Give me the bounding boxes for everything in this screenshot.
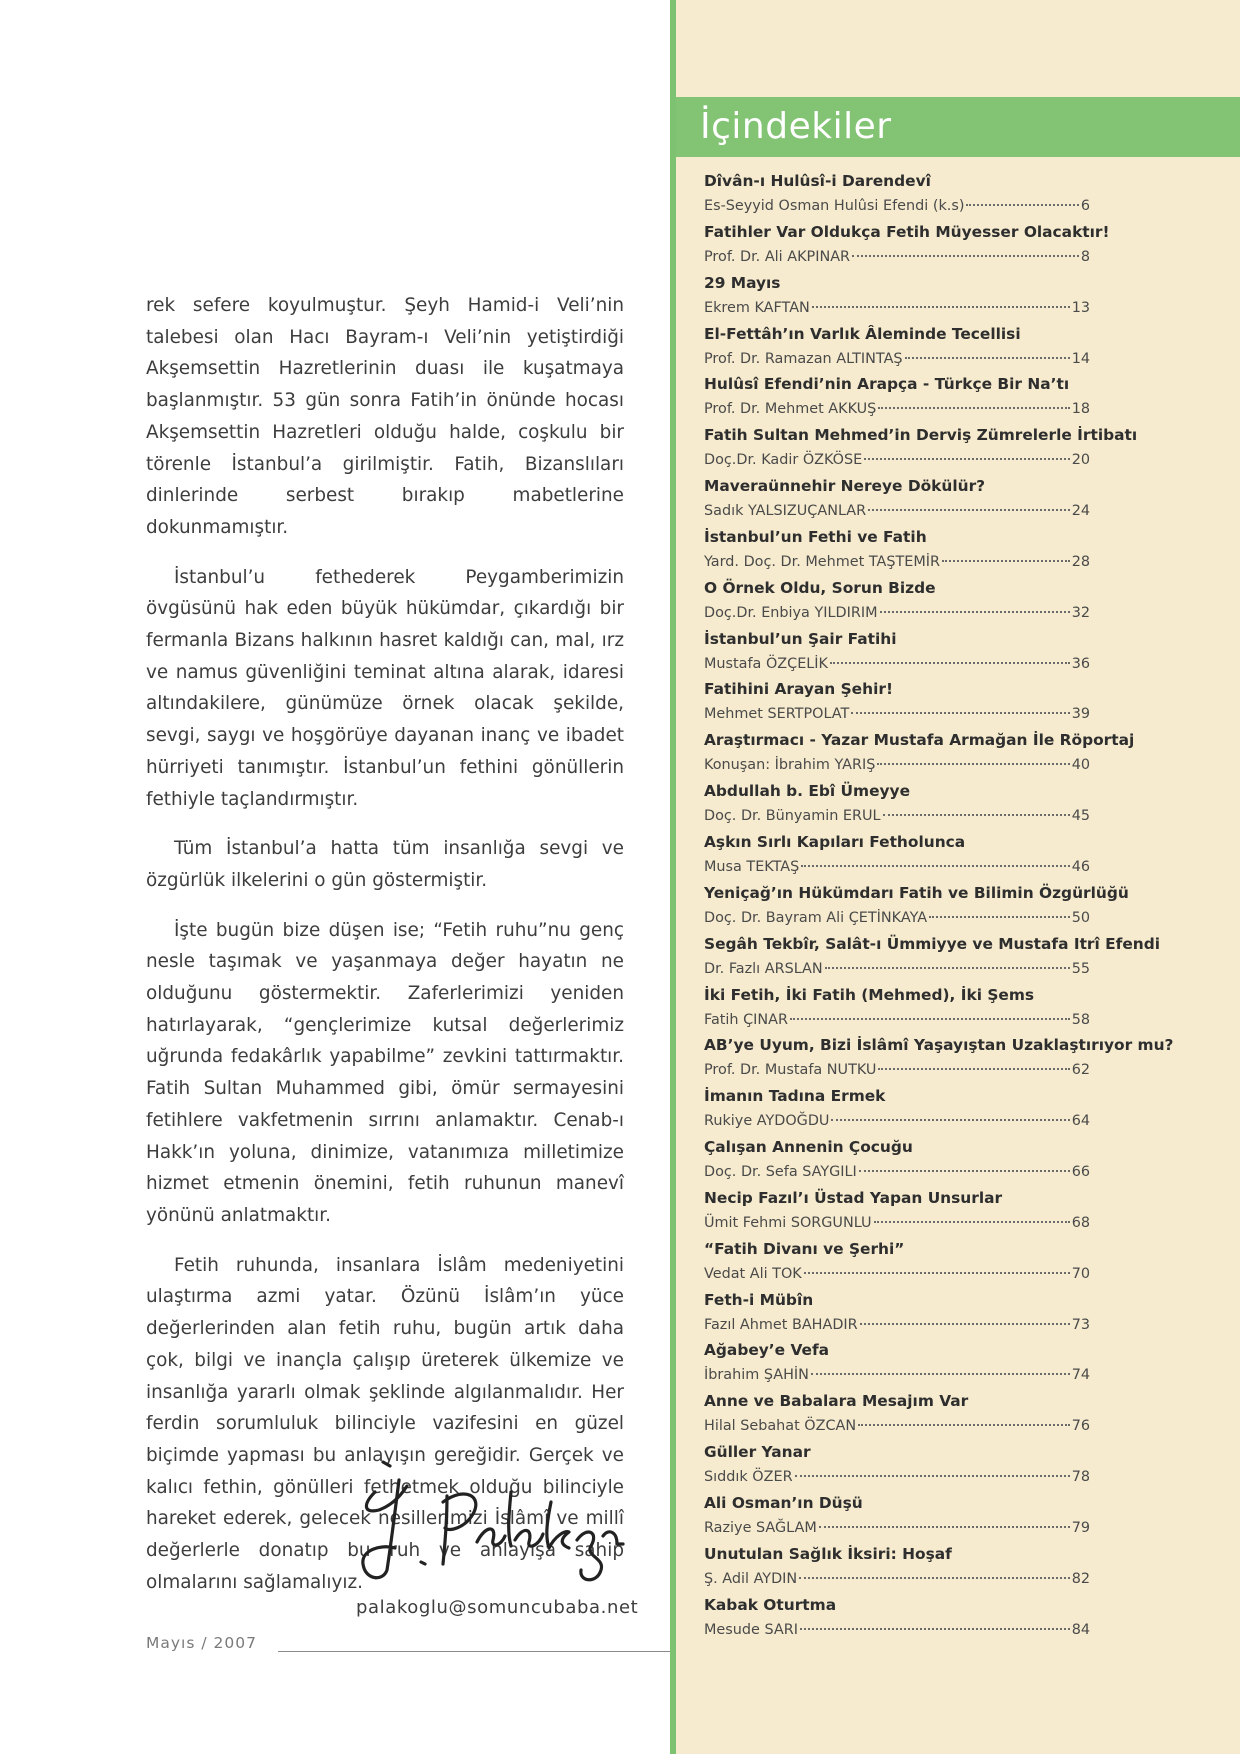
toc-item-title: Fatihler Var Oldukça Fetih Müyesser Olacaktır! xyxy=(704,222,1110,241)
toc-item-line xyxy=(704,752,1090,778)
toc-item-page: 79 xyxy=(1071,1519,1090,1536)
toc-item-title: Ağabey’e Vefa xyxy=(704,1341,830,1360)
toc-item-title: Fatih Sultan Mehmed’in Derviş Zümrelerle İrtibatı xyxy=(704,426,1138,445)
toc-item xyxy=(704,1084,1090,1135)
toc-item-title: Çalışan Annenin Çocuğu xyxy=(704,1138,913,1157)
toc-item-page: 18 xyxy=(1071,401,1090,418)
toc-item-author: Raziye SAĞLAM xyxy=(704,1519,817,1536)
toc-item-title: AB’ye Uyum, Bizi İslâmî Yaşayıştan Uzaklaştırıyor mu? xyxy=(704,1036,1174,1055)
toc-item xyxy=(704,627,1090,678)
toc-dot-leader xyxy=(819,1526,1070,1528)
toc-item xyxy=(704,881,1129,932)
toc-item-line xyxy=(704,244,1090,270)
toc-item-line xyxy=(704,854,1090,880)
toc-item-page: 46 xyxy=(1071,858,1090,875)
toc-item-page: 76 xyxy=(1071,1418,1090,1435)
toc-item xyxy=(704,932,1161,983)
toc-item-author: Konuşan: İbrahim YARIŞ xyxy=(704,757,876,774)
toc-dot-leader xyxy=(874,1221,1070,1223)
toc-item-page: 28 xyxy=(1071,553,1090,570)
toc-item-line xyxy=(704,1057,1090,1083)
toc-item xyxy=(704,779,1090,830)
toc-item xyxy=(704,372,1090,423)
toc-item-page: 73 xyxy=(1071,1316,1090,1333)
toc-item-title: “Fatih Divanı ve Şerhi” xyxy=(704,1239,905,1258)
toc-item-page: 40 xyxy=(1071,757,1090,774)
toc-item-author: Doç. Dr. Sefa SAYGILI xyxy=(704,1164,857,1181)
article-paragraph: İstanbul’u fethederek Peygamberimizin övgüsünü hak eden büyük hükümdar, çıkardığı bir fermanla Bizans halkının hasret kaldığı can, mal, ırz ve namus güvenliğini teminat altına alarak, idaresi altındakilere, günümüze örnek olacak şekilde, sevgi, saygı ve hoşgörüye dayanan inanç ve ibadet hürriyeti tanımıştır. İstanbul’un fethini gönüllerin fethiyle taçlandırmıştır. xyxy=(146,566,624,810)
toc-item xyxy=(704,1542,1090,1593)
toc-item-page: 84 xyxy=(1071,1621,1090,1638)
toc-dot-leader xyxy=(800,1628,1070,1630)
toc-item-line xyxy=(704,1413,1090,1439)
toc-dot-leader xyxy=(878,1068,1069,1070)
toc-item-line xyxy=(704,1210,1090,1236)
toc-item-line xyxy=(704,346,1090,372)
toc-item-line xyxy=(704,498,1090,524)
toc-item xyxy=(704,728,1135,779)
toc-item-page: 39 xyxy=(1071,706,1090,723)
toc-item-title: Hulûsî Efendi’nin Arapça - Türkçe Bir Na’tı xyxy=(704,375,1070,394)
toc-panel-border xyxy=(670,0,676,1754)
toc-item xyxy=(704,1135,1090,1186)
toc-item-line xyxy=(704,1108,1090,1134)
toc-item-line xyxy=(704,193,1090,219)
toc-item-author: Mehmet SERTPOLAT xyxy=(704,706,850,723)
toc-item-title: Dîvân-ı Hulûsî-i Darendevî xyxy=(704,172,931,190)
toc-dot-leader xyxy=(860,1323,1070,1325)
toc-item-line xyxy=(704,701,1090,727)
toc-dot-leader xyxy=(868,509,1070,511)
toc-item xyxy=(704,474,1090,525)
toc-dot-leader xyxy=(811,1373,1070,1375)
toc-item xyxy=(704,322,1090,373)
toc-item xyxy=(704,1237,1090,1288)
toc-item-author: Ekrem KAFTAN xyxy=(704,299,810,316)
toc-item-author: Doç.Dr. Kadir ÖZKÖSE xyxy=(704,452,863,469)
toc-item-line xyxy=(704,447,1090,473)
toc-dot-leader xyxy=(878,407,1069,409)
toc-item-page: 50 xyxy=(1071,909,1090,926)
toc-dot-leader xyxy=(852,255,1079,257)
toc-item-title: O Örnek Oldu, Sorun Bizde xyxy=(704,578,936,597)
toc-item-title: Güller Yanar xyxy=(704,1443,811,1462)
toc-dot-leader xyxy=(804,1272,1070,1274)
toc-item-line xyxy=(704,600,1090,626)
toc-dot-leader xyxy=(858,1424,1070,1426)
toc-item-author: Doç. Dr. Bünyamin ERUL xyxy=(704,808,881,825)
toc-item-page: 62 xyxy=(1071,1062,1090,1079)
toc-dot-leader xyxy=(877,763,1069,765)
toc-dot-leader xyxy=(929,916,1070,918)
toc-item-page: 64 xyxy=(1071,1113,1090,1130)
toc-item-author: Fatih ÇINAR xyxy=(704,1011,789,1028)
toc-item-page: 14 xyxy=(1071,350,1090,367)
toc-item xyxy=(704,576,1090,627)
toc-item-page: 32 xyxy=(1071,604,1090,621)
toc-item-line xyxy=(704,1312,1090,1338)
toc-item-author: Mustafa ÖZÇELİK xyxy=(704,655,828,672)
toc-item-line xyxy=(704,1362,1090,1388)
toc-item-author: Sıddık ÖZER xyxy=(704,1469,793,1486)
toc-item-author: Doç. Dr. Bayram Ali ÇETİNKAYA xyxy=(704,909,928,926)
toc-item-page: 58 xyxy=(1071,1011,1090,1028)
toc-item-title: Kabak Oturtma xyxy=(704,1595,837,1614)
toc-item-author: Prof. Dr. Ali AKPINAR xyxy=(704,248,851,265)
toc-item xyxy=(704,525,1090,576)
toc-item-line xyxy=(704,549,1090,575)
toc-item-author: Musa TEKTAŞ xyxy=(704,858,800,875)
toc-item xyxy=(704,830,1090,881)
toc-item-page: 6 xyxy=(1080,198,1090,214)
toc-dot-leader xyxy=(812,306,1070,308)
toc-item-title: Abdullah b. Ebî Ümeyye xyxy=(704,782,911,801)
toc-dot-leader xyxy=(795,1475,1070,1477)
toc-dot-leader xyxy=(942,560,1070,562)
issue-date: Mayıs / 2007 xyxy=(146,1634,257,1652)
toc-item-title: El-Fettâh’ın Varlık Âleminde Tecellisi xyxy=(704,324,1021,343)
article-body xyxy=(146,290,624,1616)
toc-item-title: İstanbul’un Şair Fatihi xyxy=(704,629,897,648)
toc-item-title: Aşkın Sırlı Kapıları Fetholunca xyxy=(704,832,966,851)
toc-item xyxy=(704,1593,1090,1644)
toc-item-author: Yard. Doç. Dr. Mehmet TAŞTEMİR xyxy=(704,553,941,570)
toc-item-title: İmanın Tadına Ermek xyxy=(704,1087,886,1106)
toc-item xyxy=(704,220,1110,271)
toc-dot-leader xyxy=(883,814,1070,816)
toc-item-title: Araştırmacı - Yazar Mustafa Armağan İle Röportaj xyxy=(704,731,1135,750)
toc-item-author: Doç.Dr. Enbiya YILDIRIM xyxy=(704,604,878,621)
toc-item-page: 20 xyxy=(1071,452,1090,469)
toc-item-author: Fazıl Ahmet BAHADIR xyxy=(704,1316,858,1333)
toc-dot-leader xyxy=(790,1018,1070,1020)
toc-item xyxy=(704,983,1090,1034)
toc-item-page: 78 xyxy=(1071,1469,1090,1486)
toc-dot-leader xyxy=(864,458,1069,460)
toc-item-title: Feth-i Mübîn xyxy=(704,1290,814,1309)
toc-item-line xyxy=(704,956,1090,982)
toc-item xyxy=(704,1338,1090,1389)
article-paragraph: rek sefere koyulmuştur. Şeyh Hamid-i Veli’nin talebesi olan Hacı Bayram-ı Veli’nin yetiştirdiği Akşemsettin Hazretlerinin duası ile kuşatmaya başlanmıştır. 53 gün sonra Fatih’in önünde hocası Akşemsettin Hazretleri olduğu halde, coşkulu bir törenle İstanbul’a girilmiştir. Fatih, Bizanslıları dinlerinde serbest bırakıp mabetlerine dokunmamıştır. xyxy=(146,295,624,538)
toc-item-page: 13 xyxy=(1071,299,1090,316)
toc-item-author: Ş. Adil AYDIN xyxy=(704,1570,798,1587)
toc-item-line xyxy=(704,1261,1090,1287)
toc-dot-leader xyxy=(905,357,1070,359)
toc-item-title: 29 Mayıs xyxy=(704,273,781,292)
toc-item-line xyxy=(704,396,1090,422)
toc-item-page: 45 xyxy=(1071,808,1090,825)
toc-item-author: Prof. Dr. Mustafa NUTKU xyxy=(704,1062,877,1079)
toc-item xyxy=(704,1033,1174,1084)
footer-divider xyxy=(278,1651,672,1652)
toc-list xyxy=(704,169,1174,1643)
toc-item xyxy=(704,1288,1090,1339)
signature xyxy=(355,1452,625,1592)
toc-item-title: İstanbul’un Fethi ve Fatih xyxy=(704,527,927,546)
toc-item-line xyxy=(704,1007,1090,1033)
toc-dot-leader xyxy=(966,204,1078,206)
toc-item-author: Ümit Fehmi SORGUNLU xyxy=(704,1214,872,1231)
toc-item xyxy=(704,423,1138,474)
toc-item-line xyxy=(704,1617,1090,1643)
toc-dot-leader xyxy=(799,1577,1070,1579)
toc-item-author: İbrahim ŞAHİN xyxy=(704,1367,809,1384)
toc-item-line xyxy=(704,1515,1090,1541)
toc-item xyxy=(704,1440,1090,1491)
toc-item-line xyxy=(704,905,1090,931)
toc-item-page: 8 xyxy=(1080,248,1090,265)
toc-item-line xyxy=(704,803,1090,829)
toc-dot-leader xyxy=(825,967,1070,969)
toc-item xyxy=(704,169,1090,220)
toc-item-title: Necip Fazıl’ı Üstad Yapan Unsurlar xyxy=(704,1188,1003,1207)
toc-item-author: Prof. Dr. Ramazan ALTINTAŞ xyxy=(704,350,903,367)
toc-item xyxy=(704,677,1090,728)
toc-item xyxy=(704,1389,1090,1440)
article-paragraph: İşte bugün bize düşen ise; “Fetih ruhu”nu genç nesle taşımak ve yaşanmaya değer hayatın ne olduğunu göstermektir. Zaferlerimizi yeniden hatırlayarak, “gençlerimize kutsal değerlerimiz uğrunda fedakârlık yapabilme” zevkini tattırmaktır. Fatih Sultan Muhammed gibi, ömür sermayesini fetihlere vakfetmenin sırrını anlamaktır. Cenab-ı Hakk’ın yoluna, dinimize, vatanımıza milletimize hizmet etmenin önemini, fetih ruhunun manevî yönünü anlatmaktır. xyxy=(146,919,624,1226)
toc-item-title: Fatihini Arayan Şehir! xyxy=(704,680,893,699)
toc-item-author: Mesude SARI xyxy=(704,1621,798,1638)
toc-dot-leader xyxy=(880,611,1070,613)
toc-title: İçindekiler xyxy=(700,106,892,147)
toc-item-title: Anne ve Babalara Mesajım Var xyxy=(704,1392,969,1411)
toc-dot-leader xyxy=(851,712,1069,714)
toc-item-line xyxy=(704,295,1090,321)
toc-item-page: 70 xyxy=(1071,1265,1090,1282)
toc-dot-leader xyxy=(859,1170,1070,1172)
toc-item-author: Rukiye AYDOĞDU xyxy=(704,1113,830,1130)
toc-item-author: Vedat Ali TOK xyxy=(704,1265,802,1282)
toc-item-title: Segâh Tekbîr, Salât-ı Ümmiyye ve Mustafa Itrî Efendi xyxy=(704,934,1161,953)
toc-item-line xyxy=(704,1566,1090,1592)
toc-item-author: Prof. Dr. Mehmet AKKUŞ xyxy=(704,401,877,418)
toc-item-title: Yeniçağ’ın Hükümdarı Fatih ve Bilimin Özgürlüğü xyxy=(704,883,1129,902)
toc-item-title: Ali Osman’ın Düşü xyxy=(704,1493,863,1512)
toc-dot-leader xyxy=(831,1119,1069,1121)
toc-dot-leader xyxy=(830,662,1070,664)
toc-item-line xyxy=(704,1464,1090,1490)
toc-item-page: 24 xyxy=(1071,503,1090,520)
toc-item-author: Sadık YALSIZUÇANLAR xyxy=(704,503,867,520)
author-email: palakoglu@somuncubaba.net xyxy=(356,1597,639,1618)
toc-item-page: 66 xyxy=(1071,1164,1090,1181)
toc-item-line xyxy=(704,1159,1090,1185)
toc-item-title: Maveraünnehir Nereye Dökülür? xyxy=(704,477,986,496)
toc-item-author: Es-Seyyid Osman Hulûsi Efendi (k.s) xyxy=(704,198,965,214)
article-paragraph: Fetih ruhunda, insanlara İslâm medeniyetini ulaştırma azmi yatar. Özünü İslâm’ın yüce değerlerinden alan fetih ruhu, bugün artık daha çok, bilgi ve inançla çalışıp üreterek ülkemize ve insanlığa yararlı olmak şeklinde algılanmalıdır. Her ferdin sorumluluk bilinciyle vazifesini en güzel biçimde yapması bu anlayışın gereğidir. Gerçek ve kalıcı fethin, gönülleri fethetmek olduğu bilinciyle hareket ederek, gelecek nesillerimizi İslâmî ve millî değerlerle donatıp bu ruh ve anlayışa sahip olmalarını sağlamalıyız. xyxy=(146,1254,624,1593)
article-paragraph: Tüm İstanbul’a hatta tüm insanlığa sevgi ve özgürlük ilkelerini o gün göstermiştir. xyxy=(146,838,624,891)
toc-item-author: Hilal Sebahat ÖZCAN xyxy=(704,1418,857,1435)
toc-item-title: İki Fetih, İki Fatih (Mehmed), İki Şems xyxy=(704,985,1035,1004)
toc-item-title: Unutulan Sağlık İksiri: Hoşaf xyxy=(704,1544,952,1563)
toc-item-line xyxy=(704,651,1090,677)
toc-item-page: 82 xyxy=(1071,1570,1090,1587)
toc-item xyxy=(704,271,1090,322)
toc-item-page: 36 xyxy=(1071,655,1090,672)
toc-dot-leader xyxy=(801,865,1069,867)
toc-item xyxy=(704,1186,1090,1237)
toc-item-author: Dr. Fazlı ARSLAN xyxy=(704,960,823,977)
toc-item-page: 55 xyxy=(1071,960,1090,977)
toc-item-page: 74 xyxy=(1071,1367,1090,1384)
toc-item xyxy=(704,1491,1090,1542)
toc-item-page: 68 xyxy=(1071,1214,1090,1231)
